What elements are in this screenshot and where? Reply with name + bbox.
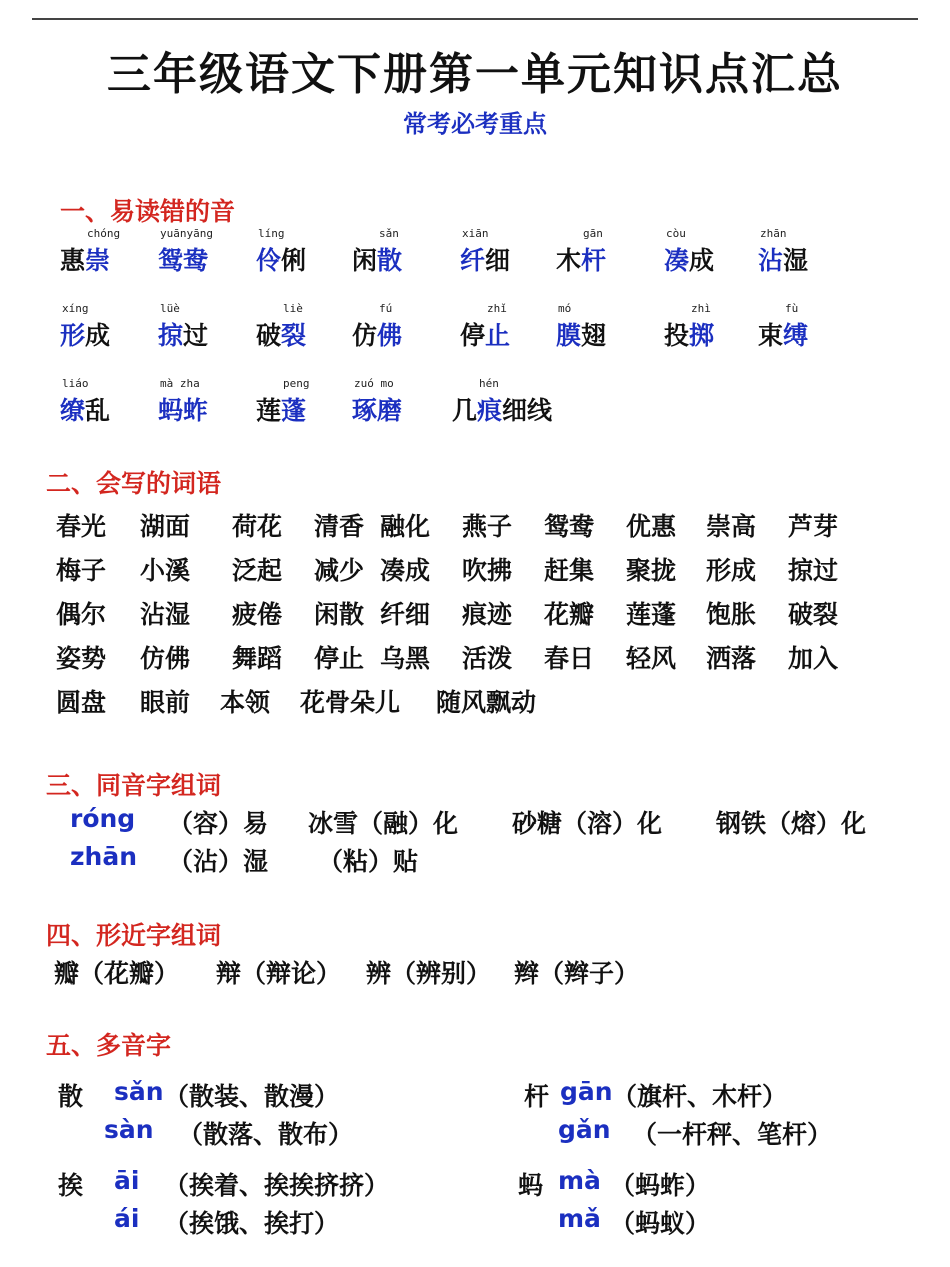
vocab-word: 饱胀 (706, 600, 757, 629)
pinyin-annotation: chóng (87, 227, 121, 240)
homophone-item: （容）易 (168, 809, 269, 838)
pinyin-annotation: xíng (62, 302, 89, 315)
polyphone-pinyin: mà (558, 1166, 601, 1195)
pinyin-annotation: zhì (691, 302, 711, 315)
vocab-word: 破裂 (788, 600, 839, 629)
polyphone-char: 挨 (58, 1171, 84, 1200)
vocab-word: 湖面 (140, 512, 191, 541)
section-2-heading: 二、会写的词语 (46, 469, 222, 498)
pinyin-word (352, 227, 403, 277)
homophone-item: （粘）贴 (318, 847, 419, 876)
pinyin-annotation: zhān (760, 227, 787, 240)
vocab-word: 吹拂 (462, 556, 513, 585)
word-key-char: 杆 gān (581, 227, 607, 275)
polyphone-words: （挨着、挨挨挤挤） (164, 1171, 390, 1200)
vocab-word: 圆盘 (56, 688, 107, 717)
polyphone-words: （蚂蚁） (610, 1209, 711, 1238)
word-key-char: 缭 liáo (60, 377, 89, 425)
vocab-word: 春日 (544, 644, 595, 673)
word-key-char: 痕 hén (477, 377, 503, 425)
polyphone-words: （散装、散漫） (164, 1082, 340, 1111)
similar-char-item: 辨（辨别） (366, 959, 492, 988)
word-plain-part: 成 (689, 246, 715, 275)
pinyin-annotation: mà zha (160, 377, 200, 390)
polyphone-words: （散落、散布） (178, 1120, 354, 1149)
polyphone-char: 蚂 (518, 1171, 544, 1200)
pinyin-word (158, 227, 213, 277)
vocab-word: 形成 (706, 556, 757, 585)
polyphone-pinyin: āi (114, 1166, 140, 1195)
vocab-word: 本领 (220, 688, 271, 717)
homophone-item: （沾）湿 (168, 847, 269, 876)
pinyin-word (664, 227, 715, 277)
pinyin-word (758, 302, 809, 352)
pinyin-annotation: liáo (62, 377, 89, 390)
pinyin-word (256, 302, 307, 352)
word-plain-part: 停 (460, 321, 486, 350)
vocab-word: 仿佛 (140, 644, 191, 673)
vocab-word: 小溪 (140, 556, 191, 585)
polyphone-pinyin: gān (560, 1077, 613, 1106)
pinyin-annotation: hén (479, 377, 499, 390)
word-key-char: 膜 mó (556, 302, 582, 350)
pinyin-word (158, 377, 209, 427)
vocab-word: 沾湿 (140, 600, 191, 629)
polyphone-words: （一杆秤、笔杆） (632, 1120, 833, 1149)
pinyin-word (556, 302, 607, 352)
word-key-char: 蓬 peng (281, 377, 310, 425)
vocab-word: 赶集 (544, 556, 595, 585)
pinyin-word (452, 377, 553, 427)
vocab-word: 闲散 (314, 600, 365, 629)
word-key-char: 掷 zhì (689, 302, 715, 350)
vocab-word: 梅子 (56, 556, 107, 585)
vocab-word: 停止 (314, 644, 365, 673)
pinyin-annotation: peng (283, 377, 310, 390)
pinyin-word (158, 302, 209, 352)
vocab-word: 春光 (56, 512, 107, 541)
pinyin-annotation: mó (558, 302, 572, 315)
homophone-pinyin-rong: róng (70, 804, 136, 833)
vocab-word: 莲蓬 (626, 600, 677, 629)
vocab-word: 芦芽 (788, 512, 839, 541)
word-key-char: 形 xíng (60, 302, 89, 350)
word-key-char: 崇 chóng (85, 227, 121, 275)
word-key-char: 沾 zhān (758, 227, 787, 275)
word-plain-part: 莲 (256, 396, 282, 425)
vocab-word: 姿势 (56, 644, 107, 673)
pinyin-annotation: gān (583, 227, 603, 240)
homophone-pinyin-zhan: zhān (70, 842, 138, 871)
vocab-word: 洒落 (706, 644, 757, 673)
word-key-char: 佛 fú (377, 302, 403, 350)
section-1-heading: 一、易读错的音 (60, 197, 236, 226)
pinyin-word (256, 227, 307, 277)
vocab-word: 纤细 (380, 600, 431, 629)
pinyin-word (352, 302, 403, 352)
word-key-char: 止 zhǐ (485, 302, 511, 350)
pinyin-word (758, 227, 809, 277)
pinyin-word (352, 377, 403, 427)
word-plain-part: 成 (85, 321, 111, 350)
vocab-word: 清香 (314, 512, 365, 541)
section-3-heading: 三、同音字组词 (46, 771, 222, 800)
word-key-char: 蚂蚱 mà zha (158, 377, 209, 425)
word-plain-part: 细 (485, 246, 511, 275)
pinyin-annotation: liè (283, 302, 303, 315)
pinyin-word (460, 227, 511, 277)
pinyin-word (60, 227, 121, 277)
pinyin-annotation: lüè (160, 302, 180, 315)
vocab-word: 掠过 (788, 556, 839, 585)
vocab-word: 活泼 (462, 644, 513, 673)
word-key-char: 掠 lüè (158, 302, 184, 350)
pinyin-word (556, 227, 607, 277)
top-divider (32, 18, 918, 20)
word-key-char: 凑 còu (664, 227, 690, 275)
pinyin-annotation: zhǐ (487, 302, 507, 315)
pinyin-word (256, 377, 310, 427)
vocab-word: 轻风 (626, 644, 677, 673)
word-plain-part: 过 (183, 321, 209, 350)
vocab-word: 鸳鸯 (544, 512, 595, 541)
pinyin-word (60, 302, 111, 352)
word-plain-part: 惠 (60, 246, 86, 275)
pinyin-word (664, 302, 715, 352)
polyphone-pinyin: mǎ (558, 1204, 601, 1233)
word-plain-part: 乱 (85, 396, 111, 425)
section-4-heading: 四、形近字组词 (46, 921, 222, 950)
polyphone-pinyin: gǎn (558, 1115, 611, 1144)
word-plain-part: 几 (452, 396, 478, 425)
homophone-item: 冰雪（融）化 (308, 809, 459, 838)
word-plain-part: 细线 (502, 396, 553, 425)
polyphone-pinyin: sàn (104, 1115, 154, 1144)
word-key-char: 琢磨 zuó mo (352, 377, 403, 425)
polyphone-char: 杆 (524, 1082, 550, 1111)
vocab-word: 随风飘动 (436, 688, 537, 717)
word-plain-part: 束 (758, 321, 784, 350)
vocab-word: 融化 (380, 512, 431, 541)
word-key-char: 鸳鸯 yuānyāng (158, 227, 213, 275)
pinyin-annotation: fú (379, 302, 393, 315)
word-key-char: 伶 líng (256, 227, 285, 275)
section-5-heading: 五、多音字 (46, 1031, 172, 1060)
word-key-char: 纤 xiān (460, 227, 489, 275)
vocab-word: 荷花 (232, 512, 283, 541)
word-plain-part: 闲 (352, 246, 378, 275)
vocab-word: 崇高 (706, 512, 757, 541)
similar-char-item: 辫（辫子） (514, 959, 640, 988)
word-plain-part: 翅 (581, 321, 607, 350)
pinyin-word (460, 302, 511, 352)
pinyin-word (60, 377, 111, 427)
vocab-word: 燕子 (462, 512, 513, 541)
polyphone-words: （旗杆、木杆） (612, 1082, 788, 1111)
word-plain-part: 俐 (281, 246, 307, 275)
vocab-word: 泛起 (232, 556, 283, 585)
word-plain-part: 木 (556, 246, 582, 275)
vocab-word: 优惠 (626, 512, 677, 541)
word-key-char: 缚 fù (783, 302, 809, 350)
word-plain-part: 湿 (783, 246, 809, 275)
similar-char-item: 辩（辩论） (216, 959, 342, 988)
polyphone-pinyin: sǎn (114, 1077, 164, 1106)
vocab-word: 花瓣 (544, 600, 595, 629)
pinyin-annotation: sǎn (379, 227, 399, 240)
vocab-word: 眼前 (140, 688, 191, 717)
page-subtitle: 常考必考重点 (403, 110, 547, 138)
polyphone-char: 散 (58, 1082, 84, 1111)
polyphone-words: （蚂蚱） (610, 1171, 711, 1200)
vocab-word: 痕迹 (462, 600, 513, 629)
vocab-word: 凑成 (380, 556, 431, 585)
vocab-word: 花骨朵儿 (300, 688, 401, 717)
vocab-word: 疲倦 (232, 600, 283, 629)
polyphone-pinyin: ái (114, 1204, 140, 1233)
word-plain-part: 破 (256, 321, 282, 350)
similar-char-item: 瓣（花瓣） (54, 959, 180, 988)
word-plain-part: 仿 (352, 321, 378, 350)
vocab-word: 偶尔 (56, 600, 107, 629)
vocab-word: 减少 (314, 556, 365, 585)
pinyin-annotation: líng (258, 227, 285, 240)
page-title: 三年级语文下册第一单元知识点汇总 (107, 49, 843, 100)
pinyin-annotation: còu (666, 227, 686, 240)
vocab-word: 加入 (788, 644, 839, 673)
vocab-word: 聚拢 (626, 556, 677, 585)
polyphone-words: （挨饿、挨打） (164, 1209, 340, 1238)
pinyin-annotation: fù (785, 302, 799, 315)
homophone-item: 砂糖（溶）化 (512, 809, 663, 838)
pinyin-annotation: zuó mo (354, 377, 394, 390)
vocab-word: 乌黑 (380, 644, 431, 673)
word-plain-part: 投 (664, 321, 690, 350)
vocab-word: 舞蹈 (232, 644, 283, 673)
word-key-char: 裂 liè (281, 302, 307, 350)
homophone-item: 钢铁（熔）化 (716, 809, 867, 838)
pinyin-annotation: xiān (462, 227, 489, 240)
pinyin-annotation: yuānyāng (160, 227, 213, 240)
word-key-char: 散 sǎn (377, 227, 403, 275)
